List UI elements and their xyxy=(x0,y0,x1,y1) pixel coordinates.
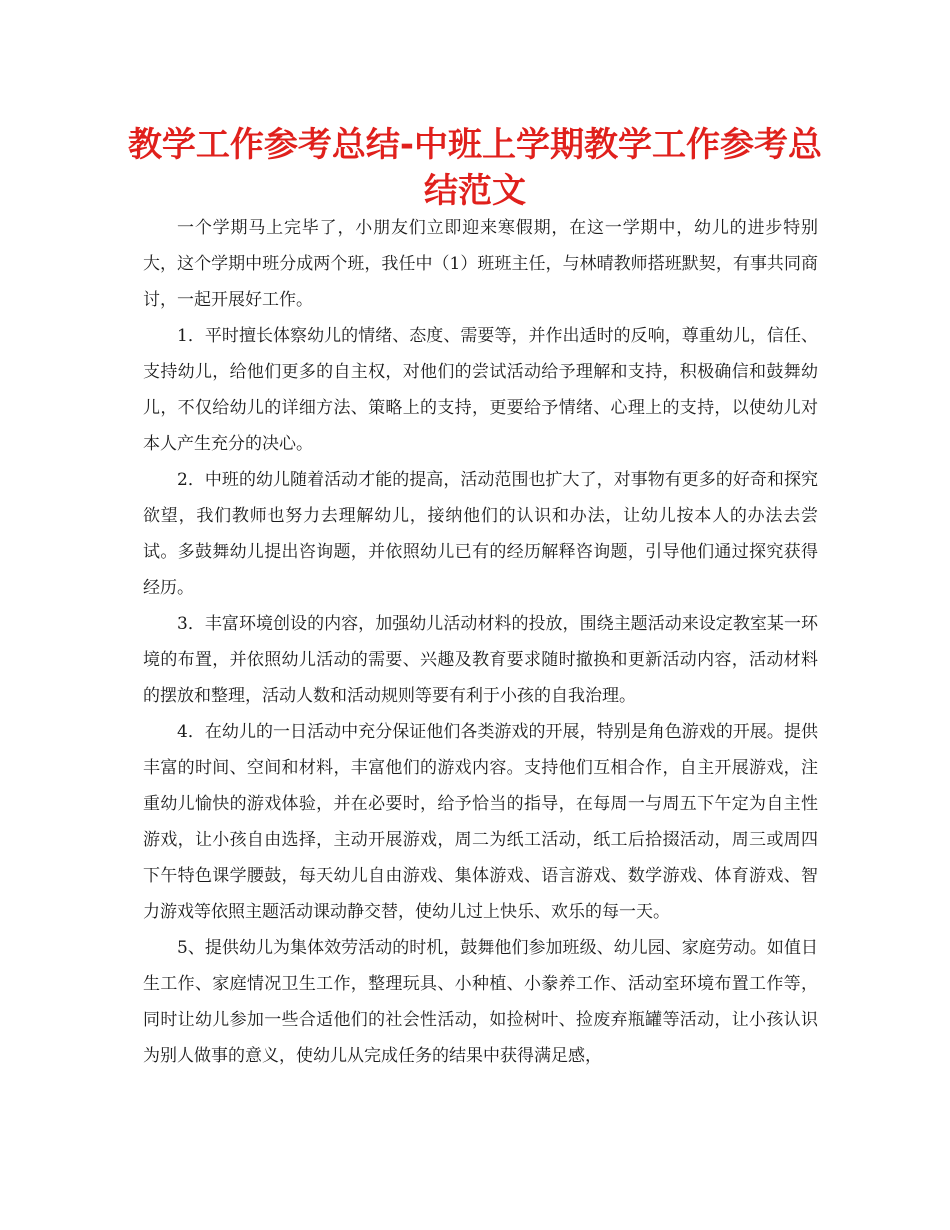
paragraph-item-1: 1．平时擅长体察幼儿的情绪、态度、需要等，并作出适时的反响，尊重幼儿，信任、支持幼儿，给他们更多的自主权，对他们的尝试活动给予理解和支持，积极确信和鼓舞幼儿，不仅给幼儿的详细方法、策略上的支持，更要给予情绪、心理上的支持，以使幼儿对本人产生充分的决心。 xyxy=(143,326,818,454)
document-title: 教学工作参考总结-中班上学期教学工作参考总结范文 xyxy=(127,125,823,211)
paragraph-intro: 一个学期马上完毕了，小朋友们立即迎来寒假期，在这一学期中，幼儿的进步特别大，这个学期中班分成两个班，我任中（1）班班主任，与林晴教师搭班默契，有事共同商讨，一起开展好工作。 xyxy=(143,218,818,310)
paragraph-item-2: 2．中班的幼儿随着活动才能的提高，活动范围也扩大了，对事物有更多的好奇和探究欲望，我们教师也努力去理解幼儿，接纳他们的认识和办法，让幼儿按本人的办法去尝试。多鼓舞幼儿提出咨询题，并依照幼儿已有的经历解释咨询题，引导他们通过探究获得经历。 xyxy=(143,470,818,598)
paragraph-item-4: 4．在幼儿的一日活动中充分保证他们各类游戏的开展，特别是角色游戏的开展。提供丰富的时间、空间和材料，丰富他们的游戏内容。支持他们互相合作，自主开展游戏，注重幼儿愉快的游戏体验，并在必要时，给予恰当的指导，在每周一与周五下午定为自主性游戏，让小孩自由选择，主动开展游戏，周二为纸工活动，纸工后拾掇活动，周三或周四下午特色课学腰鼓，每天幼儿自由游戏、集体游戏、语言游戏、数学游戏、体育游戏、智力游戏等依照主题活动课动静交替，使幼儿过上快乐、欢乐的每一天。 xyxy=(143,722,818,922)
paragraph-item-5: 5、提供幼儿为集体效劳活动的时机，鼓舞他们参加班级、幼儿园、家庭劳动。如值日生工作、家庭情况卫生工作，整理玩具、小种植、小豢养工作、活动室环境布置工作等，同时让幼儿参加一些合适他们的社会性活动，如捡树叶、捡废弃瓶罐等活动，让小孩认识为别人做事的意义，使幼儿从完成任务的结果中获得满足感， xyxy=(143,938,818,1066)
paragraph-item-3: 3．丰富环境创设的内容，加强幼儿活动材料的投放，围绕主题活动来设定教室某一环境的布置，并依照幼儿活动的需要、兴趣及教育要求随时撤换和更新活动内容，活动材料的摆放和整理，活动人数和活动规则等要有利于小孩的自我治理。 xyxy=(143,614,818,706)
document-body xyxy=(143,210,818,1074)
